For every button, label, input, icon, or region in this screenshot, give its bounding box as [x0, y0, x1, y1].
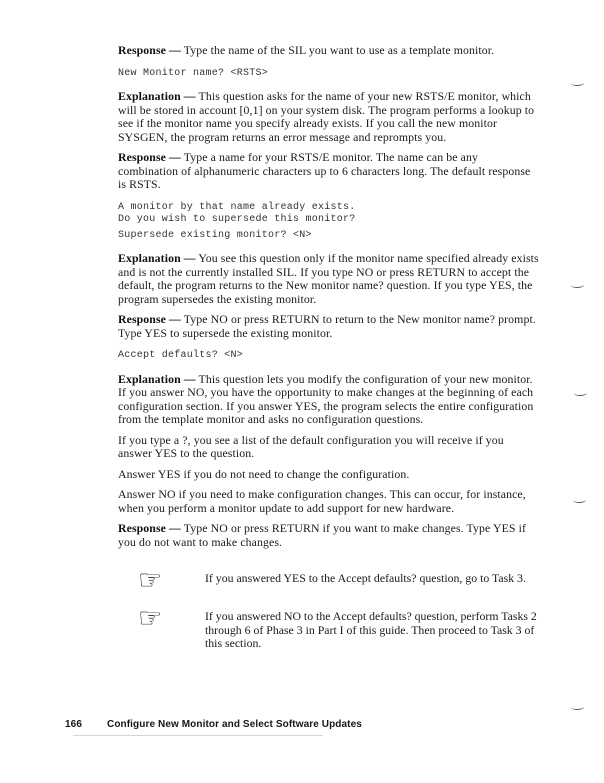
body-paragraph — [118, 522, 540, 549]
page-number: 166 — [65, 719, 82, 730]
body-paragraph — [118, 488, 540, 515]
pointing-hand-icon: ☞ — [138, 565, 163, 596]
terminal-line: New Monitor name? <RSTS> — [118, 67, 269, 79]
paragraph-text: Type NO or press RETURN if you want to make changes. Type YES if you do not want to make changes. — [118, 521, 527, 549]
body-paragraph — [118, 313, 540, 340]
body-paragraph — [118, 373, 540, 427]
paragraph-text: Type the name of the SIL you want to use as a template monitor. — [183, 43, 495, 57]
note — [118, 565, 540, 600]
paragraph-lead: Response — — [118, 521, 181, 535]
body-paragraph — [118, 90, 540, 144]
terminal-line: Do you wish to supersede this monitor? — [118, 214, 356, 225]
paragraph-lead: Explanation — — [118, 89, 196, 103]
paragraph-lead: Explanation — — [118, 371, 196, 386]
terminal-output — [118, 202, 540, 227]
paragraph-text: This question lets you modify the configuration of your new monitor. If you answer NO, you have the opportunity to make changes at the beginning of each configuration section. If you answer YES, the program selects the entire configuration from the template monitor and asks no configuration questions. — [118, 371, 534, 426]
paragraph-text: Type NO or press RETURN to return to the New monitor name? prompt. Type YES to supersede the existing monitor. — [118, 312, 536, 340]
note-list — [118, 565, 540, 651]
terminal-line: Supersede existing monitor? <N> — [118, 229, 312, 241]
terminal-output — [118, 230, 540, 243]
terminal-output — [118, 350, 540, 363]
terminal-line: Accept defaults? <N> — [118, 350, 244, 361]
footer-rule — [73, 735, 323, 736]
pointing-hand-icon: ☞ — [138, 603, 163, 634]
body-paragraph — [118, 468, 540, 482]
paragraph-text: If you type a ?, you see a list of the default configuration you will receive if you answer YES to the question. — [118, 432, 504, 460]
note — [118, 603, 540, 651]
note-text: If you answered YES to the Accept defaults? question, go to Task 3. — [205, 571, 526, 585]
terminal-line: A monitor by that name already exists. — [118, 201, 356, 213]
page-footer — [0, 719, 604, 730]
body-paragraph — [118, 434, 540, 461]
body-paragraph — [118, 252, 540, 306]
paragraph-lead: Response — — [118, 43, 181, 57]
paragraph-text: Answer NO if you need to make configuration changes. This can occur, for instance, when you perform a monitor update to add support for new hardware. — [118, 487, 526, 515]
terminal-output — [118, 68, 540, 81]
paragraph-lead: Explanation — — [118, 251, 196, 265]
body-paragraph — [118, 151, 540, 192]
paragraph-text: This question asks for the name of your new RSTS/E monitor, which will be stored in account [0,1] on your system disk. The program performs a lookup to see if the monitor name you specify already exists. If you call the new monitor SYSGEN, the program returns an error message and reprompts you. — [118, 89, 535, 144]
paragraph-lead: Response — — [118, 312, 181, 326]
paragraph-text: You see this question only if the monitor name specified already exists and is not the currently installed SIL. If you type NO or press RETURN to accept the default, the program returns to the New monitor name? question. If you type YES, the program supersedes the existing monitor. — [118, 251, 539, 306]
paragraph-text: Type a name for your RSTS/E monitor. The name can be any combination of alphanumeric characters up to 6 characters long. The default response is RSTS. — [118, 150, 531, 191]
margin-mark — [571, 704, 584, 710]
footer-title: Configure New Monitor and Select Software Updates — [107, 719, 362, 730]
body-paragraph — [118, 44, 540, 58]
paragraph-lead: Response — — [118, 150, 181, 164]
paragraph-text: Answer YES if you do not need to change the configuration. — [118, 466, 410, 481]
note-text: If you answered NO to the Accept defaults? question, perform Tasks 2 through 6 of Phase 3 in Part I of this guide. Then proceed to Task 3 of this section. — [205, 609, 537, 650]
